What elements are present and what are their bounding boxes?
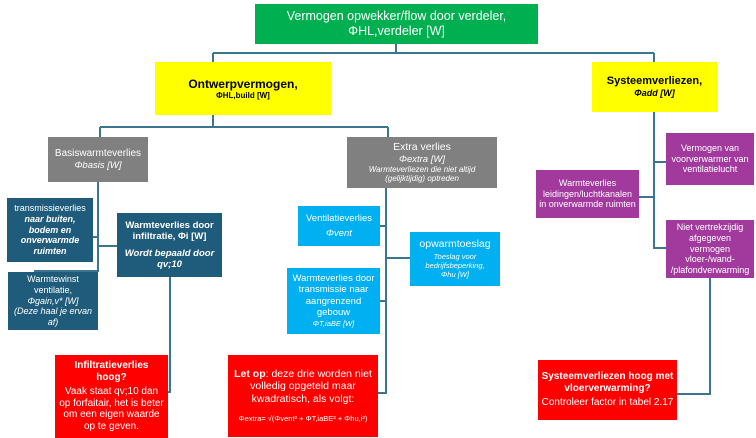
node-symbol: ΦHL,build [W] bbox=[216, 90, 270, 100]
warning-body: Controleer factor in tabel 2.17 bbox=[541, 396, 674, 408]
warning-body: Let op: deze drie worden niet volledig opgeteld maar kwadratisch, als volgt: bbox=[234, 368, 372, 405]
node-vloer-wand-plafond bbox=[666, 220, 754, 278]
node-note: Wordt bepaald door qv;10 bbox=[124, 248, 215, 271]
warning-infiltratieverlies-hoog bbox=[55, 355, 168, 438]
node-title: Warmteverlies leidingen/luchtkanalen in onverwarmde ruimten bbox=[539, 178, 636, 210]
node-warmtewinst bbox=[8, 272, 98, 330]
node-title: Niet vertrekzijdig afgegeven vermogen vloer-/wand- /plafondverwarming bbox=[670, 222, 750, 275]
node-symbol: Φextra [W] bbox=[399, 153, 445, 165]
node-note: Toeslag voor bbox=[433, 252, 477, 262]
node-basiswarmteverlies bbox=[48, 137, 148, 182]
node-voorverwarmer bbox=[666, 133, 754, 185]
node-ventilatieverlies bbox=[298, 206, 380, 246]
node-symbol: Φgain,v* [W] bbox=[27, 295, 79, 306]
node-transmissie-aangrenzend bbox=[287, 268, 380, 334]
node-symbol: Φbasis [W] bbox=[74, 159, 122, 171]
node-symbol: ΦT,iaBE [W] bbox=[312, 318, 355, 328]
node-note: (Deze haal je ervan af) bbox=[13, 306, 93, 327]
node-title: Extra verlies bbox=[393, 141, 451, 154]
node-note: bedrijfsbeperking, bbox=[425, 261, 485, 271]
node-extra-verlies bbox=[347, 137, 497, 188]
node-vermogen-opwekker bbox=[255, 4, 538, 44]
warning-formula: Φextra= √(Φvent² + ΦT,iaBE² + Φhu,i²) bbox=[238, 414, 368, 424]
node-infiltratie bbox=[117, 213, 222, 277]
warning-systeemverliezen-hoog bbox=[538, 360, 677, 420]
node-title: Warmteverlies door infiltratie, Φi [W] bbox=[125, 219, 214, 242]
warning-title: Systeemverliezen hoog met vloerverwarming? bbox=[541, 371, 674, 395]
node-title: opwarmtoeslag bbox=[419, 238, 491, 251]
node-warmteverlies-leidingen bbox=[536, 170, 639, 218]
node-title: Systeemverliezen, bbox=[606, 75, 703, 88]
node-symbol: ΦHL,verdeler [W] bbox=[348, 24, 445, 38]
node-ontwerpvermogen bbox=[155, 62, 331, 115]
node-note: naar buiten, bodem en onverwarmde ruimten bbox=[20, 214, 80, 256]
warning-body: Vaak staat qv;10 dan op forfaitair, het is beter om een eigen waarde op te geven. bbox=[59, 385, 164, 433]
node-title: Vermogen opwekker/flow door verdeler, bbox=[286, 9, 507, 24]
node-systeemverliezen bbox=[592, 62, 717, 112]
warning-title: Infiltratieverlies hoog? bbox=[74, 360, 149, 383]
node-note: Warmteverliezen die niet altijd (gelijktijdig) optreden bbox=[368, 164, 476, 184]
node-title: Ventilatieverlies bbox=[305, 213, 372, 225]
node-title: Vermogen van voorverwarmer van ventilatielucht bbox=[671, 143, 749, 175]
node-symbol: Φhu [W] bbox=[441, 270, 469, 280]
warning-let-op bbox=[228, 355, 378, 437]
warning-title: Let op bbox=[234, 368, 266, 381]
node-title: Ontwerpvermogen, bbox=[188, 76, 298, 91]
node-opwarmtoeslag bbox=[410, 232, 500, 286]
node-symbol: Φvent bbox=[326, 227, 352, 239]
node-title: Warmteverlies door transmissie naar aangrenzend gebouw bbox=[292, 273, 375, 318]
node-title: Basiswarmteverlies bbox=[54, 148, 142, 159]
node-transmissieverlies bbox=[7, 198, 93, 262]
node-title: Warmtewinst ventilatie, bbox=[27, 274, 79, 296]
node-symbol: Φadd [W] bbox=[634, 88, 675, 99]
node-title: transmissieverlies bbox=[14, 203, 86, 214]
